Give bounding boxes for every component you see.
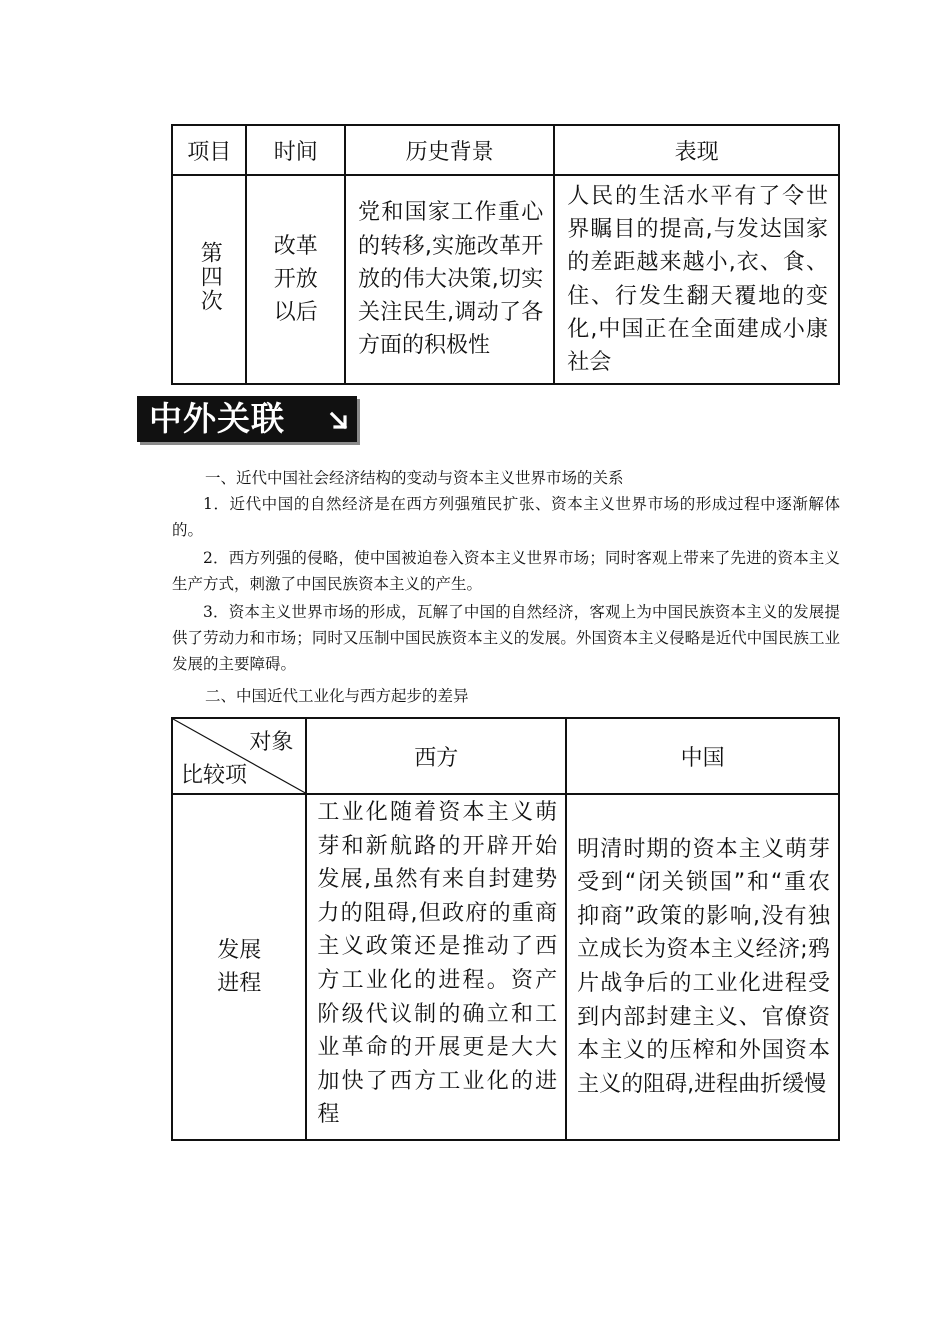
section-banner [137,396,357,442]
time-cell [246,175,345,384]
comparison-table [171,717,840,1141]
section-heading-2-text: 二、中国近代工业化与西方起步的差异 [205,687,469,705]
section-heading-1 [172,465,842,491]
table-header-row [172,718,839,794]
west-text: 工业化随着资本主义萌芽和新航路的开辟开始发展,虽然有来自封建势力的阻碍,但政府的重商主义政策还是推动了西方工业化的进程。资产阶级代议制的确立和工业革命的开展更是大大加快了西方工业化的进程 [317,800,558,1128]
header-item: 项目 [172,125,246,175]
background-cell [345,175,554,384]
west-cell [306,794,566,1140]
point-2-text: 2．西方列强的侵略，使中国被迫卷入资本主义世界市场；同时客观上带来了先进的资本主义生产方式，刺激了中国民族资本主义的产生。 [172,549,840,593]
diagonal-header-cell [172,718,306,794]
header-background: 历史背景 [345,125,554,175]
table-row [172,175,839,384]
header-china: 中国 [566,718,839,794]
corner-label-object: 对象 [249,730,294,755]
time-line-2: 开放 [273,267,318,292]
reform-era-table [171,124,840,385]
point-1 [172,491,840,543]
section-heading-1-text: 一、近代中国社会经济结构的变动与资本主义世界市场的关系 [205,469,624,487]
time-line-1: 改革 [273,234,318,259]
point-1-text: 1．近代中国的自然经济是在西方列强殖民扩张、资本主义世界市场的形成过程中逐渐解体的。 [172,495,840,539]
table-row [172,794,839,1140]
time-line-3: 以后 [273,300,318,325]
point-3-text: 3．资本主义世界市场的形成，瓦解了中国的自然经济，客观上为中国民族资本主义的发展提供了劳动力和市场；同时又压制中国民族资本主义的发展。外国资本主义侵略是近代中国民族工业发展的主要障碍。 [172,603,840,673]
point-3 [172,599,840,677]
background-text: 党和国家工作重心的转移,实施改革开放的伟大决策,切实关注民生,调动了各方面的积极性 [358,200,544,359]
point-2 [172,545,840,597]
item-cell [172,175,246,384]
performance-text: 人民的生活水平有了令世界瞩目的提高,与发达国家的差距越来越小,衣、食、住、行发生翻天覆地的变化,中国正在全面建成小康社会 [567,183,828,375]
performance-cell [554,175,839,384]
header-west: 西方 [306,718,566,794]
item-cell [172,794,306,1140]
item-line-2: 进程 [217,971,262,996]
china-text: 明清时期的资本主义萌芽受到“闭关锁国”和“重农抑商”政策的影响,没有独立成长为资本主义经济;鸦片战争后的工业化进程受到内部封建主义、官僚资本主义的压榨和外国资本主义的阻碍,进程曲折缓慢 [577,836,830,1097]
section-heading-2 [172,683,842,709]
china-cell [566,794,839,1140]
header-performance: 表现 [554,125,839,175]
item-label: 第四次 [197,240,223,313]
table-header-row [172,125,839,175]
banner-title: 中外关联 [149,399,285,438]
header-time: 时间 [246,125,345,175]
arrow-down-right-icon [329,411,349,431]
corner-label-compare: 比较项 [181,763,248,788]
item-line-1: 发展 [217,938,262,963]
